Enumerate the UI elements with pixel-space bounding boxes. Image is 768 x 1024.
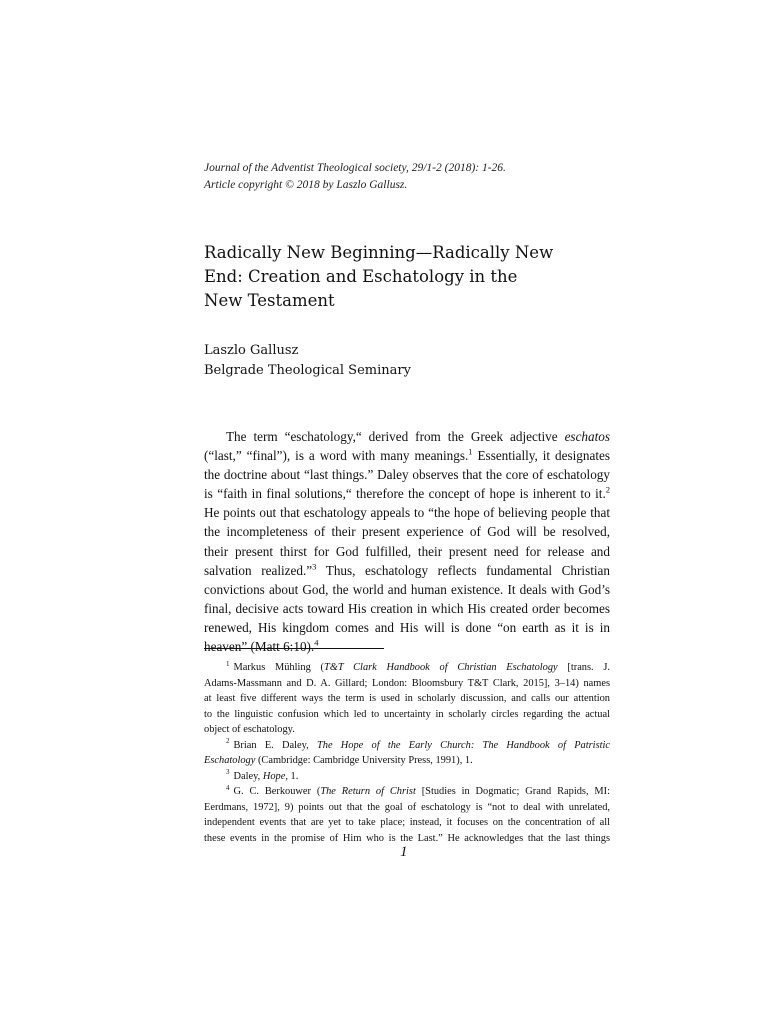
footnote-4-line: Eerdmans, 1972], 9) points out that the goal of eschatology is “not to deal with unrelated, [204,801,610,813]
title-line-3: New Testament [204,291,335,310]
footnote-4-marker: 4 [226,783,230,792]
body-paragraph [204,427,610,656]
book-title: The Return of Christ [320,786,416,797]
footnote-2-line: $^2$ Brian E. Daley, The Hope of the Early Church: The Handbook of Patristic [204,738,610,754]
footnote-divider [204,648,384,649]
body-line: is “faith in final solutions,“ therefore the concept of hope is inherent to it.$^2$ [204,484,610,502]
footnote-4-line: these events in the promise of Him who is the Last.” He acknowledges that the last things [204,832,610,844]
body-line: the incompleteness of their present experience of God will be resolved, [204,524,610,540]
body-line: The term “eschatology,“ derived from the Greek adjective eschatos [226,429,610,444]
book-title: T&T Clark Handbook of Christian Eschatology [323,662,558,673]
body-line: heaven” (Matt 6:10).$^4$ [204,637,319,655]
footnote-1-line: $^1$ Markus Mühling (T&T Clark Handbook of Christian Eschatology [trans. J. [204,660,610,676]
footnote-4-line: independent events that are yet to take place; instead, it focuses on the concentration of all [204,817,610,828]
footnote-1-line: at least five different ways the term is used in scholarly discussion, and calls our attention [204,693,610,704]
body-line: the doctrine about “last things.” Daley observes that the core of eschatology [204,467,610,483]
page-number: 1 [400,844,408,860]
footnotes [204,660,610,846]
author-affiliation: Belgrade Theological Seminary [204,363,411,378]
footnote-1-line: Adams-Massmann and D. A. Gillard; London: Bloomsbury T&T Clark, 2015], 3–14) names [204,677,610,689]
book-title: Eschatology [204,755,256,766]
body-line: final, decisive acts toward His creation in which His created order becomes [204,600,610,616]
author-block [204,341,411,381]
footnote-3-marker: 3 [226,768,230,777]
footnote-1-line: object of eschatology. [204,724,295,735]
book-title: The Hope of the Early Church: The Handbook of Patristic [316,739,610,751]
footnote-4-line: $^4$ G. C. Berkouwer (The Return of Christ [Studies in Dogmatic; Grand Rapids, MI: [204,784,610,800]
body-line: renewed, His kingdom comes and His will is done “on earth as it is in [204,619,610,635]
footnote-ref[interactable]: 2 [605,484,610,495]
journal-line: Journal of the Adventist Theological society, 29/1-2 (2018): 1-26. [204,162,506,174]
footnote-2-marker: 2 [226,737,230,746]
body-line: (“last,” “final”), is a word with many meanings.$^1$ Essentially, it designates [204,446,610,464]
footnote-ref[interactable]: 3 [312,561,317,572]
greek-term: eschatos [564,429,610,444]
book-title: Hope [262,770,286,782]
footnote-ref[interactable]: 1 [468,446,473,457]
copyright-line: Article copyright © 2018 by Laszlo Gallusz. [204,179,408,191]
body-line: salvation realized.”$^3$ Thus, eschatology reflects fundamental Christian [204,561,610,578]
author-name: Laszlo Gallusz [204,343,299,358]
footnote-3-line: $^3$ Daley, Hope, 1. [204,769,610,785]
article-title [204,241,624,313]
footnote-2-line: Eschatology (Cambridge: Cambridge University Press, 1991), 1. [204,755,473,766]
footnote-ref[interactable]: 4 [314,637,319,648]
title-line-2: End: Creation and Eschatology in the [204,267,518,286]
body-line: He points out that eschatology appeals to “the hope of believing people that [204,505,610,521]
footnote-1-marker: 1 [226,659,230,668]
journal-citation [204,160,624,194]
footnote-1-line: to the linguistic confusion which led to uncertainty in scholarly circles regarding the actual [204,708,610,720]
title-line-1: Radically New Beginning—Radically New [204,243,554,262]
body-line: their present thirst for God fulfilled, their present need for release and [204,543,610,559]
body-line: convictions about God, the world and human existence. It deals with God’s [204,581,610,597]
